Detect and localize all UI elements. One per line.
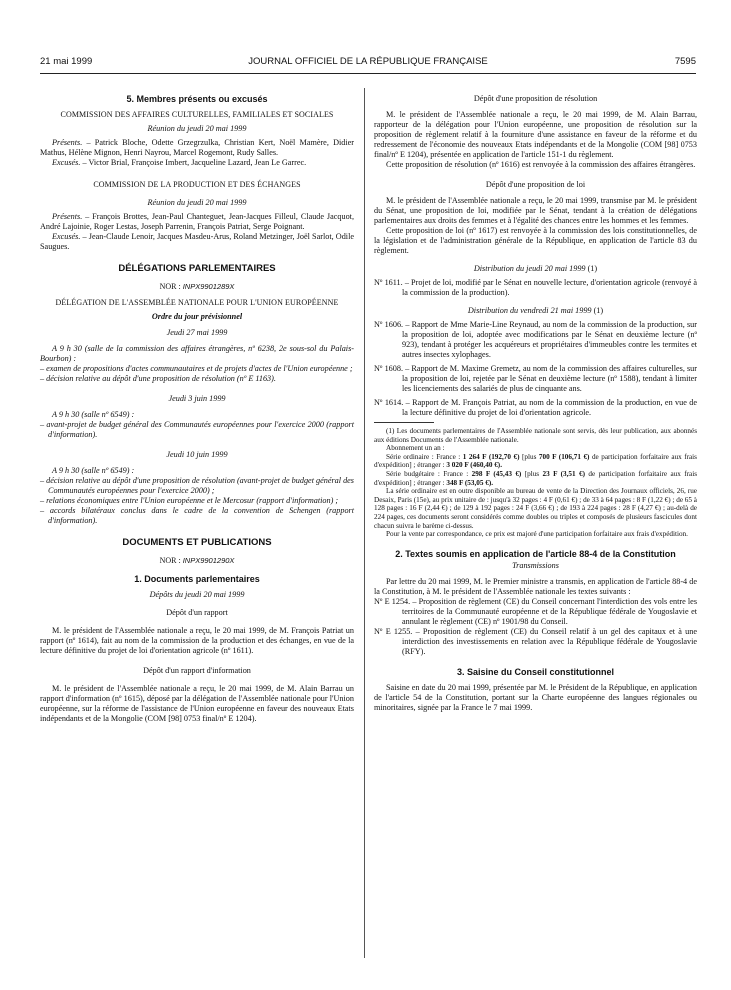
section-1-title: 1. Documents parlementaires (134, 574, 260, 584)
footnote-serie-ordinaire: Série ordinaire : France : 1 264 F (192,70 €) [plus 700 F (106,71 €) de participation forfaitaire aux frais d'expédition] ; étranger : 3 020 F (460,40 €). (374, 452, 697, 470)
footnote-intro: (1) Les documents parlementaires de l'Assemblée nationale sont servis, dès leur publication, aux abonnés aux éditions Documents de l'Assemblée nationale. (374, 427, 697, 444)
date-3-juin: Jeudi 3 juin 1999 (168, 394, 226, 403)
distribution-20-mai: Distribution du jeudi 20 mai 1999 (1) (473, 264, 598, 273)
proposition-resolution-text: M. le président de l'Assemblée nationale a reçu, le 20 mai 1999, de M. Alain Barrau, rapporteur de la délégation pour l'Union européenne, une proposition de résolution sur la proposition de règlement relatif à la fourniture d'une assistance en faveur de la réforme et du redressement de l'économie des nouveaux Etats indépendants et de la Mongolie (COM [98] 0753 final/nº E 1204), présentée en application de l'article 151-1 du règlement. (374, 110, 697, 159)
delegations-nor: NOR : INPX9901289X (159, 282, 235, 291)
commission-culturelles-excuses: Excusés. – Victor Brial, Françoise Imbert, Jacqueline Lazard, Jean Le Garrec. (52, 158, 307, 167)
depot-info-title: Dépôt d'un rapport d'information (143, 666, 251, 675)
section-3-title: 3. Saisine du Conseil constitutionnel (456, 666, 615, 677)
footnote-abonnement: Abonnement un an : (386, 444, 445, 453)
date-10-juin-item: – accords bilatéraux conclus dans le cadre de la convention de Schengen (rapport d'information). (40, 506, 354, 525)
section-5-title: 5. Membres présents ou excusés (126, 94, 268, 104)
header-date: 21 mai 1999 (40, 56, 93, 67)
commission-production-excuses: Excusés. – Jean-Claude Lenoir, Jacques Masdeu-Arus, Roland Metzinger, Joël Sarlot, Odile Saugues. (40, 232, 354, 251)
documents-publications-title: DOCUMENTS ET PUBLICATIONS (122, 537, 272, 548)
depot-rapport-text: M. le président de l'Assemblée nationale a reçu, le 20 mai 1999, de M. François Patriat un rapport (nº 1614), fait au nom de la commission de la production et des échanges, en vue de la lecture définitive du projet de loi d'orientation agricole (nº 1611). (40, 626, 354, 655)
page-header (40, 56, 696, 70)
date-27-mai-item: – décision relative au dépôt d'une proposition de résolution (nº E 1163). (40, 374, 276, 383)
date-27-mai-item: – examen de propositions d'actes communautaires et de projets d'actes de l'Union européenne ; (40, 364, 353, 373)
distribution-item: Nº 1611. – Projet de loi, modifié par le Sénat en nouvelle lecture, d'orientation agricole (renvoyé à la commission de la production). (374, 278, 697, 297)
transmission-item: Nº E 1255. – Proposition de règlement (CE) du Conseil relatif à un gel des capitaux et à une interdiction des investissements en relation avec la République fédérale de Yougoslavie (RFY). (374, 626, 697, 656)
section-2-title: 2. Textes soumis en application de l'article 88-4 de la Constitution (395, 548, 676, 559)
footnote-serie-budgetaire: Série budgétaire : France : 298 F (45,43 €) [plus 23 F (3,51 €) de participation forfaitaire aux frais d'expédition] ; étranger : 348 F (53,05 €). (374, 469, 697, 487)
date-10-juin-time: A 9 h 30 (salle nº 6549) : (52, 466, 135, 475)
distribution-item: Nº 1614. – Rapport de M. François Patriat, au nom de la commission de la production, en vue de la lecture définitive du projet de loi d'orientation agricole. (374, 398, 697, 417)
header-journal-title: JOURNAL OFFICIEL DE LA RÉPUBLIQUE FRANÇAISE (248, 56, 488, 67)
transmissions-text: Par lettre du 20 mai 1999, M. le Premier ministre a transmis, en application de l'article 88-4 de la Constitution, à M. le président de l'Assemblée nationale les textes suivants : (374, 576, 697, 596)
ordre-du-jour-title: Ordre du jour prévisionnel (151, 312, 243, 321)
distribution-21-mai: Distribution du vendredi 21 mai 1999 (1) (467, 306, 604, 315)
commission-production-title: COMMISSION DE LA PRODUCTION ET DES ÉCHANGES (93, 180, 301, 189)
commission-culturelles-presents: Présents. – Patrick Bloche, Odette Grzegrzulka, Christian Kert, Noël Mamère, Didier Mathus, Hélène Mignon, Henri Nayrou, Marcel Rogemont, Rudy Salles. (40, 138, 354, 157)
distribution-item: Nº 1606. – Rapport de Mme Marie-Line Reynaud, au nom de la commission de la production, sur la proposition de loi, adoptée avec modifications par le Sénat en deuxième lecture (nº 923), tendant à protéger les acquéreurs et propriétaires d'immeubles contre les termites et autres insectes xylophages. (374, 320, 698, 359)
proposition-loi-title: Dépôt d'une proposition de loi (485, 180, 586, 189)
date-10-juin-item: – décision relative au dépôt d'une proposition de résolution (avant-projet de budget général des Communautés européennes pour l'exercice 2000) ; (40, 476, 354, 495)
proposition-loi-text: M. le président de l'Assemblée nationale a reçu, le 20 mai 1999, transmise par M. le président du Sénat, une proposition de loi, modifiée par le Sénat, tendant à la création de délégations parlementaires aux droits des femmes et à l'égalité des chances entre les hommes et les femmes. (374, 196, 697, 225)
footnote (374, 427, 697, 539)
column-divider (364, 88, 365, 958)
delegation-name: DÉLÉGATION DE L'ASSEMBLÉE NATIONALE POUR L'UNION EUROPÉENNE (55, 298, 339, 307)
commission-culturelles-title: COMMISSION DES AFFAIRES CULTURELLES, FAMILIALES ET SOCIALES (60, 110, 334, 119)
footnote-correspondance: Pour la vente par correspondance, ce prix est majoré d'une participation forfaitaire aux frais d'expédition. (386, 530, 688, 539)
commission-culturelles-reunion: Réunion du jeudi 20 mai 1999 (147, 124, 247, 133)
footnote-vente: La série ordinaire est en outre disponible au bureau de vente de la Direction des Journaux officiels, 26, rue Desaix, Paris (15e), au prix unitaire de : jusqu'à 32 pages : 4 F (0,61 €) ; de 33 à 64 pages : 8 F (1,22 €) ; de 65 à 128 pages : 16 F (2,44 €) ; de 129 à 192 pages : 24 F (3,66 €) ; de 193 à 224 pages : 28 F (4,27 €) ; au-delà de 224 pages, ces documents seront considérés comme doubles ou triples et composés de plusieurs fascicules dont chacun suivra le barème ci-dessus. (374, 487, 697, 530)
delegations-title: DÉLÉGATIONS PARLEMENTAIRES (118, 263, 276, 274)
right-column (374, 94, 697, 713)
proposition-resolution-title: Dépôt d'une proposition de résolution (473, 94, 598, 103)
documents-nor: NOR : INPX9901290X (159, 556, 235, 565)
footnote-rule (374, 422, 434, 423)
header-rule (40, 73, 696, 74)
date-10-juin: Jeudi 10 juin 1999 (166, 450, 228, 459)
date-10-juin-item: – relations économiques entre l'Union européenne et le Mercosur (rapport d'information) ; (40, 496, 339, 505)
transmission-item: Nº E 1254. – Proposition de règlement (CE) du Conseil concernant l'interdiction des vols entre les territoires de la Communauté européenne et de la République fédérale de Yougoslavie et annulant le règlement (CE) nº 1901/98 du Conseil. (374, 596, 697, 626)
transmissions-title: Transmissions (512, 560, 559, 570)
date-3-juin-item: – avant-projet de budget général des Communautés européennes pour l'exercice 2000 (rapport d'information). (40, 420, 354, 439)
depot-info-text: M. le président de l'Assemblée nationale a reçu, le 20 mai 1999, de M. Alain Barrau un rapport d'information (nº 1615), déposé par la délégation de l'Assemblée nationale pour l'Union européenne, sur la réforme de l'assistance de l'Union européenne en faveur des nouveaux Etats indépendants et de la Mongolie (COM [98] 0753 final/nº E 1204). (40, 684, 354, 723)
distribution-item: Nº 1608. – Rapport de M. Maxime Gremetz, au nom de la commission des affaires culturelles, sur la proposition de loi, rejetée par le Sénat en deuxième lecture (nº 1588), tendant à limiter les licenciements des salariés de plus de cinquante ans. (374, 364, 698, 393)
proposition-resolution-renvoi: Cette proposition de résolution (nº 1616) est renvoyée à la commission des affaires étrangères. (386, 160, 696, 169)
commission-production-reunion: Réunion du jeudi 20 mai 1999 (147, 198, 247, 207)
commission-production-presents: Présents. – François Brottes, Jean-Paul Chanteguet, Jean-Jacques Filleul, Claude Jacquot, André Lajoinie, Roger Lestas, Joseph Parrenin, François Patriat, Serge Poignant. (40, 212, 354, 231)
left-column (40, 94, 354, 724)
date-27-mai: Jeudi 27 mai 1999 (166, 328, 228, 337)
depot-rapport-title: Dépôt d'un rapport (166, 608, 228, 617)
proposition-loi-renvoi: Cette proposition de loi (nº 1617) est renvoyée à la commission des lois constitutionnelles, de la législation et de l'administration générale de la République, en application de l'article 83 du règlement. (374, 226, 697, 255)
depots-date: Dépôts du jeudi 20 mai 1999 (149, 590, 245, 599)
date-3-juin-time: A 9 h 30 (salle nº 6549) : (52, 410, 135, 419)
saisine-text: Saisine en date du 20 mai 1999, présentée par M. le Président de la République, en application de l'article 54 de la Constitution, portant sur la Charte européenne des langues régionales ou minoritaires, signée par la France le 7 mai 1999. (374, 682, 697, 712)
date-27-mai-time: A 9 h 30 (salle de la commission des affaires étrangères, nº 6238, 2e sous-sol du Palais-Bourbon) : (40, 344, 354, 363)
header-page-number: 7595 (674, 56, 696, 67)
